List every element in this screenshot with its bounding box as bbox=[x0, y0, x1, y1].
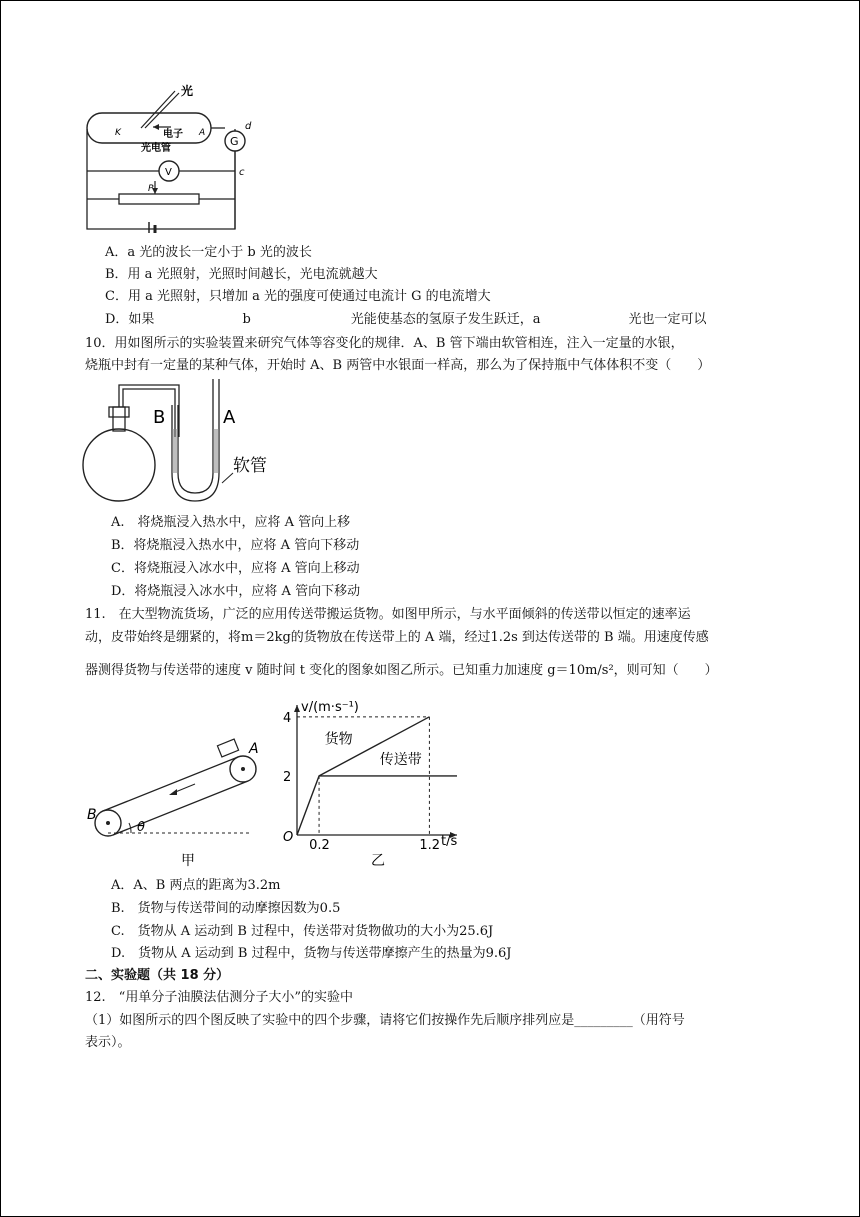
flask-utube-figure bbox=[79, 377, 289, 507]
velocity-time-chart bbox=[277, 697, 467, 869]
q11-option-d: D. 货物从 A 运动到 B 过程中，货物与传送带摩擦产生的热量为9.6J bbox=[111, 946, 512, 961]
q9-option-d-part1: D．如果 bbox=[105, 312, 155, 327]
k-label: K bbox=[115, 128, 121, 138]
y-axis-arrow bbox=[294, 705, 300, 712]
chart-origin: O bbox=[283, 830, 294, 845]
q11-option-b: B. 货物与传送带间的动摩擦因数为0.5 bbox=[111, 901, 341, 916]
light-label: 光 bbox=[181, 84, 194, 98]
anode-label: A bbox=[199, 128, 206, 138]
y-tick-label: 4 bbox=[283, 710, 292, 726]
q9-option-c: C．用 a 光照射，只增加 a 光的强度可使通过电流计 G 的电流增大 bbox=[105, 289, 491, 304]
voltmeter-label: V bbox=[165, 167, 172, 178]
q10-option-a: A. 将烧瓶浸入热水中，应将 A 管向上移 bbox=[111, 515, 351, 530]
point-a-label: A bbox=[249, 741, 259, 757]
section-2-heading: 二、实验题（共 18 分） bbox=[85, 968, 230, 983]
q10-option-b: B．将烧瓶浸入热水中，应将 A 管向下移动 bbox=[111, 538, 360, 553]
belt-series-label: 传送带 bbox=[379, 752, 422, 769]
q10-option-c: C．将烧瓶浸入冰水中，应将 A 管向上移动 bbox=[111, 561, 360, 576]
q11-stem-line2: 动，皮带始终是绷紧的，将m＝2kg的货物放在传送带上的 A 端，经过1.2s 到达传送带的 B 端。用速度传感 bbox=[85, 630, 709, 645]
q11-stem-line3: 器测得货物与传送带的速度 v 随时间 t 变化的图象如图乙所示。已知重力加速度 g＝10m/s²，则可知（ ） bbox=[85, 663, 718, 678]
chart-ylabel: v/(m·s⁻¹) bbox=[301, 700, 359, 715]
tube-label: 光电管 bbox=[141, 143, 171, 154]
chart-xlabel: t/s bbox=[441, 834, 458, 849]
q11-stem-line1: 11. 在大型物流货场，广泛的应用传送带搬运货物。如图甲所示，与水平面倾斜的传送带以恒定的速率运 bbox=[85, 607, 691, 622]
q9-option-b: B．用 a 光照射，光照时间越长，光电流就越大 bbox=[105, 267, 378, 282]
p-label: P bbox=[148, 184, 154, 194]
q11-option-a: A．A、B 两点的距离为3.2m bbox=[111, 878, 281, 893]
galvanometer-label: G bbox=[230, 135, 239, 148]
theta-label: θ bbox=[137, 820, 145, 835]
q11-option-c: C. 货物从 A 运动到 B 过程中，传送带对货物做功的大小为25.6J bbox=[111, 924, 494, 939]
q12-stem-line3: 表示）。 bbox=[85, 1035, 131, 1050]
q9-option-d-part2: b bbox=[242, 312, 251, 327]
figure-jia-label: 甲 bbox=[181, 853, 195, 869]
photoelectric-circuit-figure bbox=[79, 81, 259, 233]
tube-a-label: A bbox=[223, 407, 236, 428]
hose-label: 软管 bbox=[233, 456, 267, 476]
q9-option-a: A．a 光的波长一定小于 b 光的波长 bbox=[105, 245, 312, 260]
c-label: c bbox=[239, 167, 245, 178]
q9-option-d-part4: 光也一定可以 bbox=[628, 312, 707, 327]
q12-stem-line2: （1）如图所示的四个图反映了实验中的四个步骤，请将它们按操作先后顺序排列应是_________（用符号 bbox=[85, 1013, 685, 1028]
cargo-series-label: 货物 bbox=[324, 731, 353, 748]
x-tick-label: 0.2 bbox=[309, 838, 330, 853]
figure-yi-label: 乙 bbox=[371, 853, 385, 869]
electron-label: 电子 bbox=[163, 129, 183, 140]
x-tick-label: 1.2 bbox=[419, 838, 441, 853]
q10-stem-line2: 烧瓶中封有一定量的某种气体，开始时 A、B 两管中水银面一样高，那么为了保持瓶中气体体积不变（ ） bbox=[85, 358, 711, 373]
q10-option-d: D．将烧瓶浸入冰水中，应将 A 管向下移动 bbox=[111, 584, 361, 599]
point-b-label: B bbox=[87, 807, 97, 823]
y-tick-label: 2 bbox=[283, 769, 292, 785]
tube-b-label: B bbox=[153, 407, 166, 428]
q9-option-d bbox=[105, 311, 707, 329]
q12-stem-line1: 12. “用单分子油膜法估测分子大小”的实验中 bbox=[85, 990, 353, 1005]
q9-option-d-part3: 光能使基态的氢原子发生跃迁，a bbox=[350, 312, 541, 327]
q10-stem-line1: 10．用如图所示的实验装置来研究气体等容变化的规律．A、B 管下端由软管相连，注入一定量的水银， bbox=[85, 336, 684, 351]
conveyor-belt-figure bbox=[83, 701, 283, 869]
d-label: d bbox=[245, 121, 252, 132]
